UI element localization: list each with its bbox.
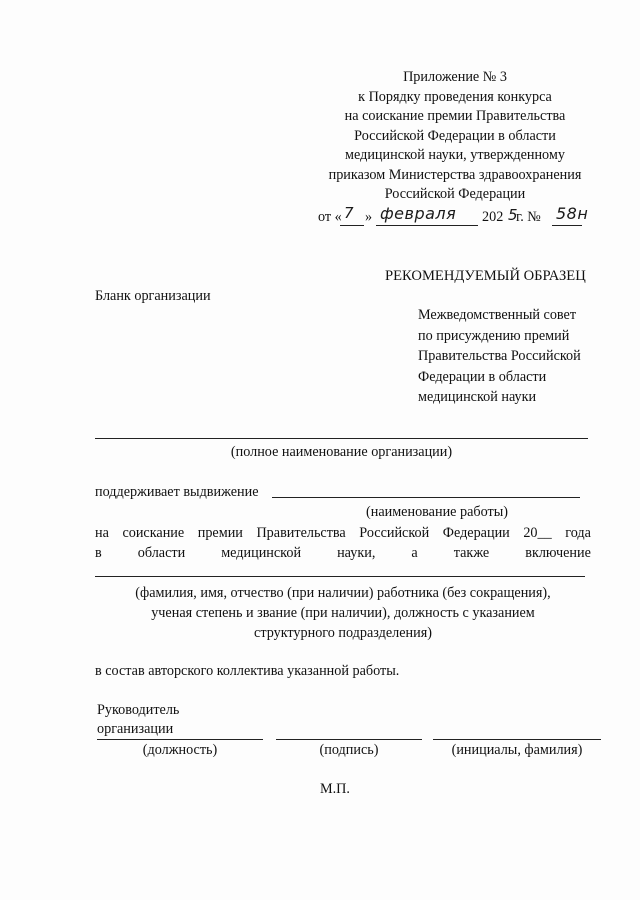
field-word: науки, (337, 545, 376, 561)
prize-word: 20__ (523, 525, 552, 541)
prize-word: Правительства (256, 525, 346, 541)
head-label-line-2: организации (97, 721, 174, 737)
position-sign-line (97, 739, 263, 740)
person-caption-line-2: ученая степень и звание (при наличии), должность с указанием (151, 605, 535, 621)
appendix-line-7: Российской Федерации (384, 186, 526, 202)
appendix-block (300, 68, 610, 205)
prize-word: года (565, 525, 591, 541)
order-date-line (318, 205, 618, 227)
addressee-line-5: медицинской науки (418, 389, 537, 405)
stamp-place: М.П. (320, 781, 350, 797)
signature-caption: (подпись) (319, 742, 379, 758)
prize-word: на (95, 525, 109, 541)
initials-caption: (инициалы, фамилия) (451, 742, 583, 758)
addressee-line-2: по присуждению премий (418, 327, 570, 344)
date-prefix: от « (318, 209, 342, 225)
field-word: включение (525, 545, 591, 561)
signature-line (276, 739, 422, 740)
supports-text: поддерживает выдвижение (95, 484, 259, 500)
initials-line (433, 739, 601, 740)
field-word: в (95, 545, 102, 561)
field-word: также (453, 545, 490, 561)
field-word: медицинской (221, 545, 302, 561)
addressee-line-1: Межведомственный совет (418, 307, 577, 323)
appendix-line-3: на соискание премии Правительства (344, 108, 566, 124)
work-caption: (наименование работы) (366, 504, 508, 520)
order-number: 58н (556, 204, 589, 223)
addressee-line-3: Правительства Российской (418, 348, 581, 364)
position-caption: (должность) (142, 742, 218, 758)
order-month: февраля (380, 204, 457, 223)
prize-word: премии (197, 525, 243, 541)
order-day: 7 (344, 204, 355, 222)
appendix-line-5: медицинской науки, утвержденному (345, 147, 565, 163)
org-name-line (95, 438, 588, 439)
field-word: области (137, 545, 186, 561)
letterhead-label: Бланк организации (95, 288, 211, 304)
appendix-line-1: Приложение № 3 (403, 69, 507, 85)
field-word: а (411, 545, 418, 561)
date-close-quote: » (365, 209, 373, 225)
sample-label: РЕКОМЕНДУЕМЫЙ ОБРАЗЕЦ (385, 268, 586, 284)
person-caption-line-3: структурного подразделения) (254, 625, 432, 641)
head-label-line-1: Руководитель (97, 702, 180, 718)
field-line (95, 545, 591, 562)
person-caption-line-1: (фамилия, имя, отчество (при наличии) работника (без сокращения), (135, 585, 551, 601)
appendix-line-4: Российской Федерации в области (354, 127, 556, 144)
addressee-line-4: Федерации в области (418, 368, 547, 385)
team-text: в состав авторского коллектива указанной работы. (95, 663, 400, 679)
addressee-block (418, 305, 618, 408)
year-prefix: 202 (482, 209, 504, 225)
appendix-line-2: к Порядку проведения конкурса (358, 88, 552, 105)
year-suffix: г. № (516, 209, 541, 225)
prize-word: Российской (359, 525, 430, 541)
prize-word: Федерации (442, 525, 510, 541)
prize-line (95, 525, 591, 542)
year-digit: 5 (508, 206, 519, 224)
prize-word: соискание (122, 525, 185, 541)
person-name-line (95, 576, 585, 577)
appendix-line-6: приказом Министерства здравоохранения (328, 166, 582, 183)
org-caption: (полное наименование организации) (230, 444, 453, 460)
person-caption (95, 583, 591, 643)
work-name-line (272, 497, 580, 498)
